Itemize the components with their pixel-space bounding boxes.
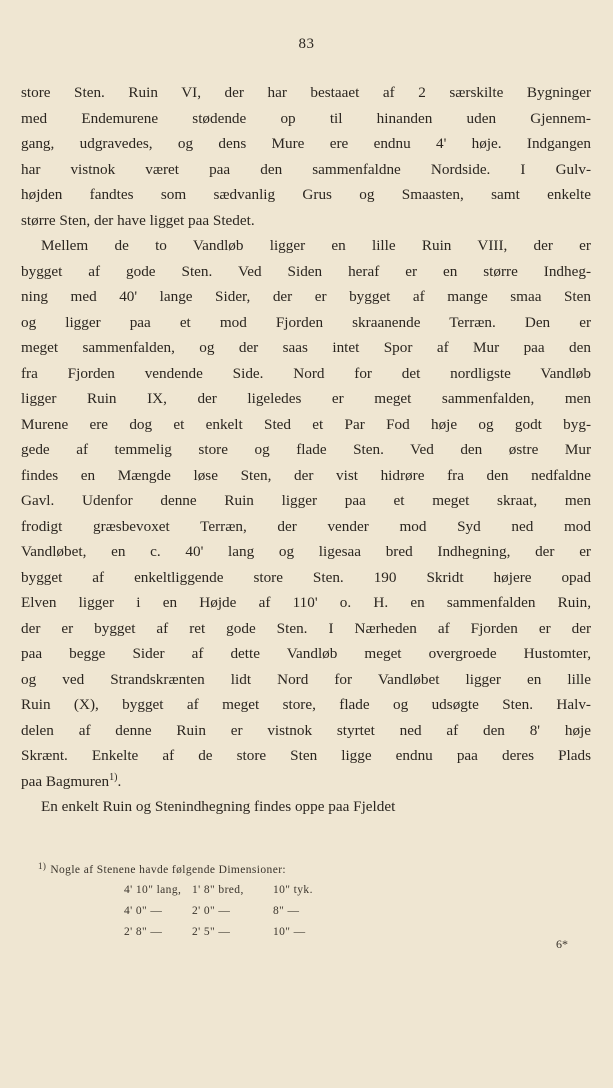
text-line: Skrænt. Enkelte af de store Sten ligge endnu paa deres Plads bbox=[21, 747, 591, 764]
page-number: 83 bbox=[298, 36, 315, 52]
text-line: delen af denne Ruin er vistnok styrtet ned af den 8' høje bbox=[21, 721, 591, 739]
footnote-reference: 1) bbox=[109, 771, 118, 783]
dimension-thickness: 10" — bbox=[273, 926, 306, 938]
text-line: ning med 40' lange Sider, der er bygget af mange smaa Sten bbox=[21, 288, 591, 305]
dimension-length: 2' 8" — bbox=[124, 926, 163, 938]
text-line: med Endemurene stødende op til hinanden uden Gjennem- bbox=[21, 109, 591, 127]
dimension-width: 2' 0" — bbox=[192, 905, 231, 917]
text-line: Ruin (X), bygget af meget store, flade og udsøgte Sten. Halv- bbox=[21, 696, 591, 713]
text-line: gede af temmelig store og flade Sten. Ved den østre Mur bbox=[21, 441, 591, 458]
body-text bbox=[21, 80, 591, 820]
text-line: der er bygget af ret gode Sten. I Nærheden af Fjorden er der bbox=[21, 619, 591, 637]
dimension-width: 1' 8" bred, bbox=[192, 884, 244, 896]
text-line: Murene ere dog et enkelt Sted et Par Fod høje og godt byg- bbox=[21, 415, 591, 433]
dimension-length: 4' 0" — bbox=[124, 905, 163, 917]
text-line: har vistnok været paa den sammenfaldne Nordside. I Gulv- bbox=[21, 160, 591, 178]
text-line: frodigt græsbevoxet Terræn, der vender mod Syd ned mod bbox=[21, 517, 591, 535]
text-line: Elven ligger i en Højde af 110' o. H. en sammenfalden Ruin, bbox=[21, 594, 591, 611]
text-line: og ligger paa et mod Fjorden skraanende Terræn. Den er bbox=[21, 313, 591, 331]
text-line: paa begge Sider af dette Vandløb meget overgroede Hustomter, bbox=[21, 645, 591, 662]
dimensions-row bbox=[124, 922, 335, 943]
dimensions-row bbox=[124, 880, 335, 901]
dimensions-table bbox=[124, 880, 335, 943]
footnote bbox=[38, 856, 578, 943]
text-line: meget sammenfalden, og der saas intet Spor af Mur paa den bbox=[21, 339, 591, 356]
signature-mark: 6* bbox=[556, 937, 568, 951]
dimensions-row bbox=[124, 901, 335, 922]
dimension-thickness: 10" tyk. bbox=[273, 884, 313, 896]
text-line: bygget af enkeltliggende store Sten. 190 Skridt højere opad bbox=[21, 568, 591, 586]
text-line: bygget af gode Sten. Ved Siden heraf er en større Indheg- bbox=[21, 262, 591, 280]
text-line: gang, udgravedes, og dens Mure ere endnu 4' høje. Indgangen bbox=[21, 135, 591, 152]
text-line: findes en Mængde løse Sten, der vist hidrøre fra den nedfaldne bbox=[21, 466, 591, 484]
text-line-content: paa Bagmuren bbox=[21, 772, 110, 790]
text-line: Mellem de to Vandløb ligger en lille Ruin VIII, der er bbox=[41, 237, 591, 254]
text-line: fra Fjorden vendende Side. Nord for det nordligste Vandløb bbox=[21, 364, 591, 382]
dimension-length: 4' 10" lang, bbox=[124, 884, 182, 896]
text-line: En enkelt Ruin og Stenindhegning findes oppe paa Fjeldet bbox=[41, 798, 396, 815]
text-line: store Sten. Ruin VI, der har bestaaet af 2 særskilte Bygninger bbox=[21, 84, 591, 101]
text-line: ligger Ruin IX, der ligeledes er meget sammenfalden, men bbox=[21, 390, 591, 407]
footnote-marker: 1) bbox=[38, 861, 47, 871]
text-line-with-footnote: paa Bagmuren$^{1)}$. bbox=[21, 771, 122, 790]
text-line: og ved Strandskrænten lidt Nord for Vandløbet ligger en lille bbox=[21, 670, 591, 688]
footnote-intro-line bbox=[38, 856, 578, 876]
text-line: større Sten, der have ligget paa Stedet. bbox=[21, 211, 255, 229]
dimension-width: 2' 5" — bbox=[192, 926, 231, 938]
footnote-intro: Nogle af Stenene havde følgende Dimensioner: bbox=[50, 864, 287, 876]
text-line: højden fandtes som sædvanlig Grus og Smaasten, samt enkelte bbox=[21, 186, 591, 203]
dimension-thickness: 8" — bbox=[273, 905, 300, 917]
text-line: Gavl. Udenfor denne Ruin ligger paa et meget skraat, men bbox=[21, 492, 591, 509]
text-line: Vandløbet, en c. 40' lang og ligesaa bred Indhegning, der er bbox=[21, 543, 591, 560]
